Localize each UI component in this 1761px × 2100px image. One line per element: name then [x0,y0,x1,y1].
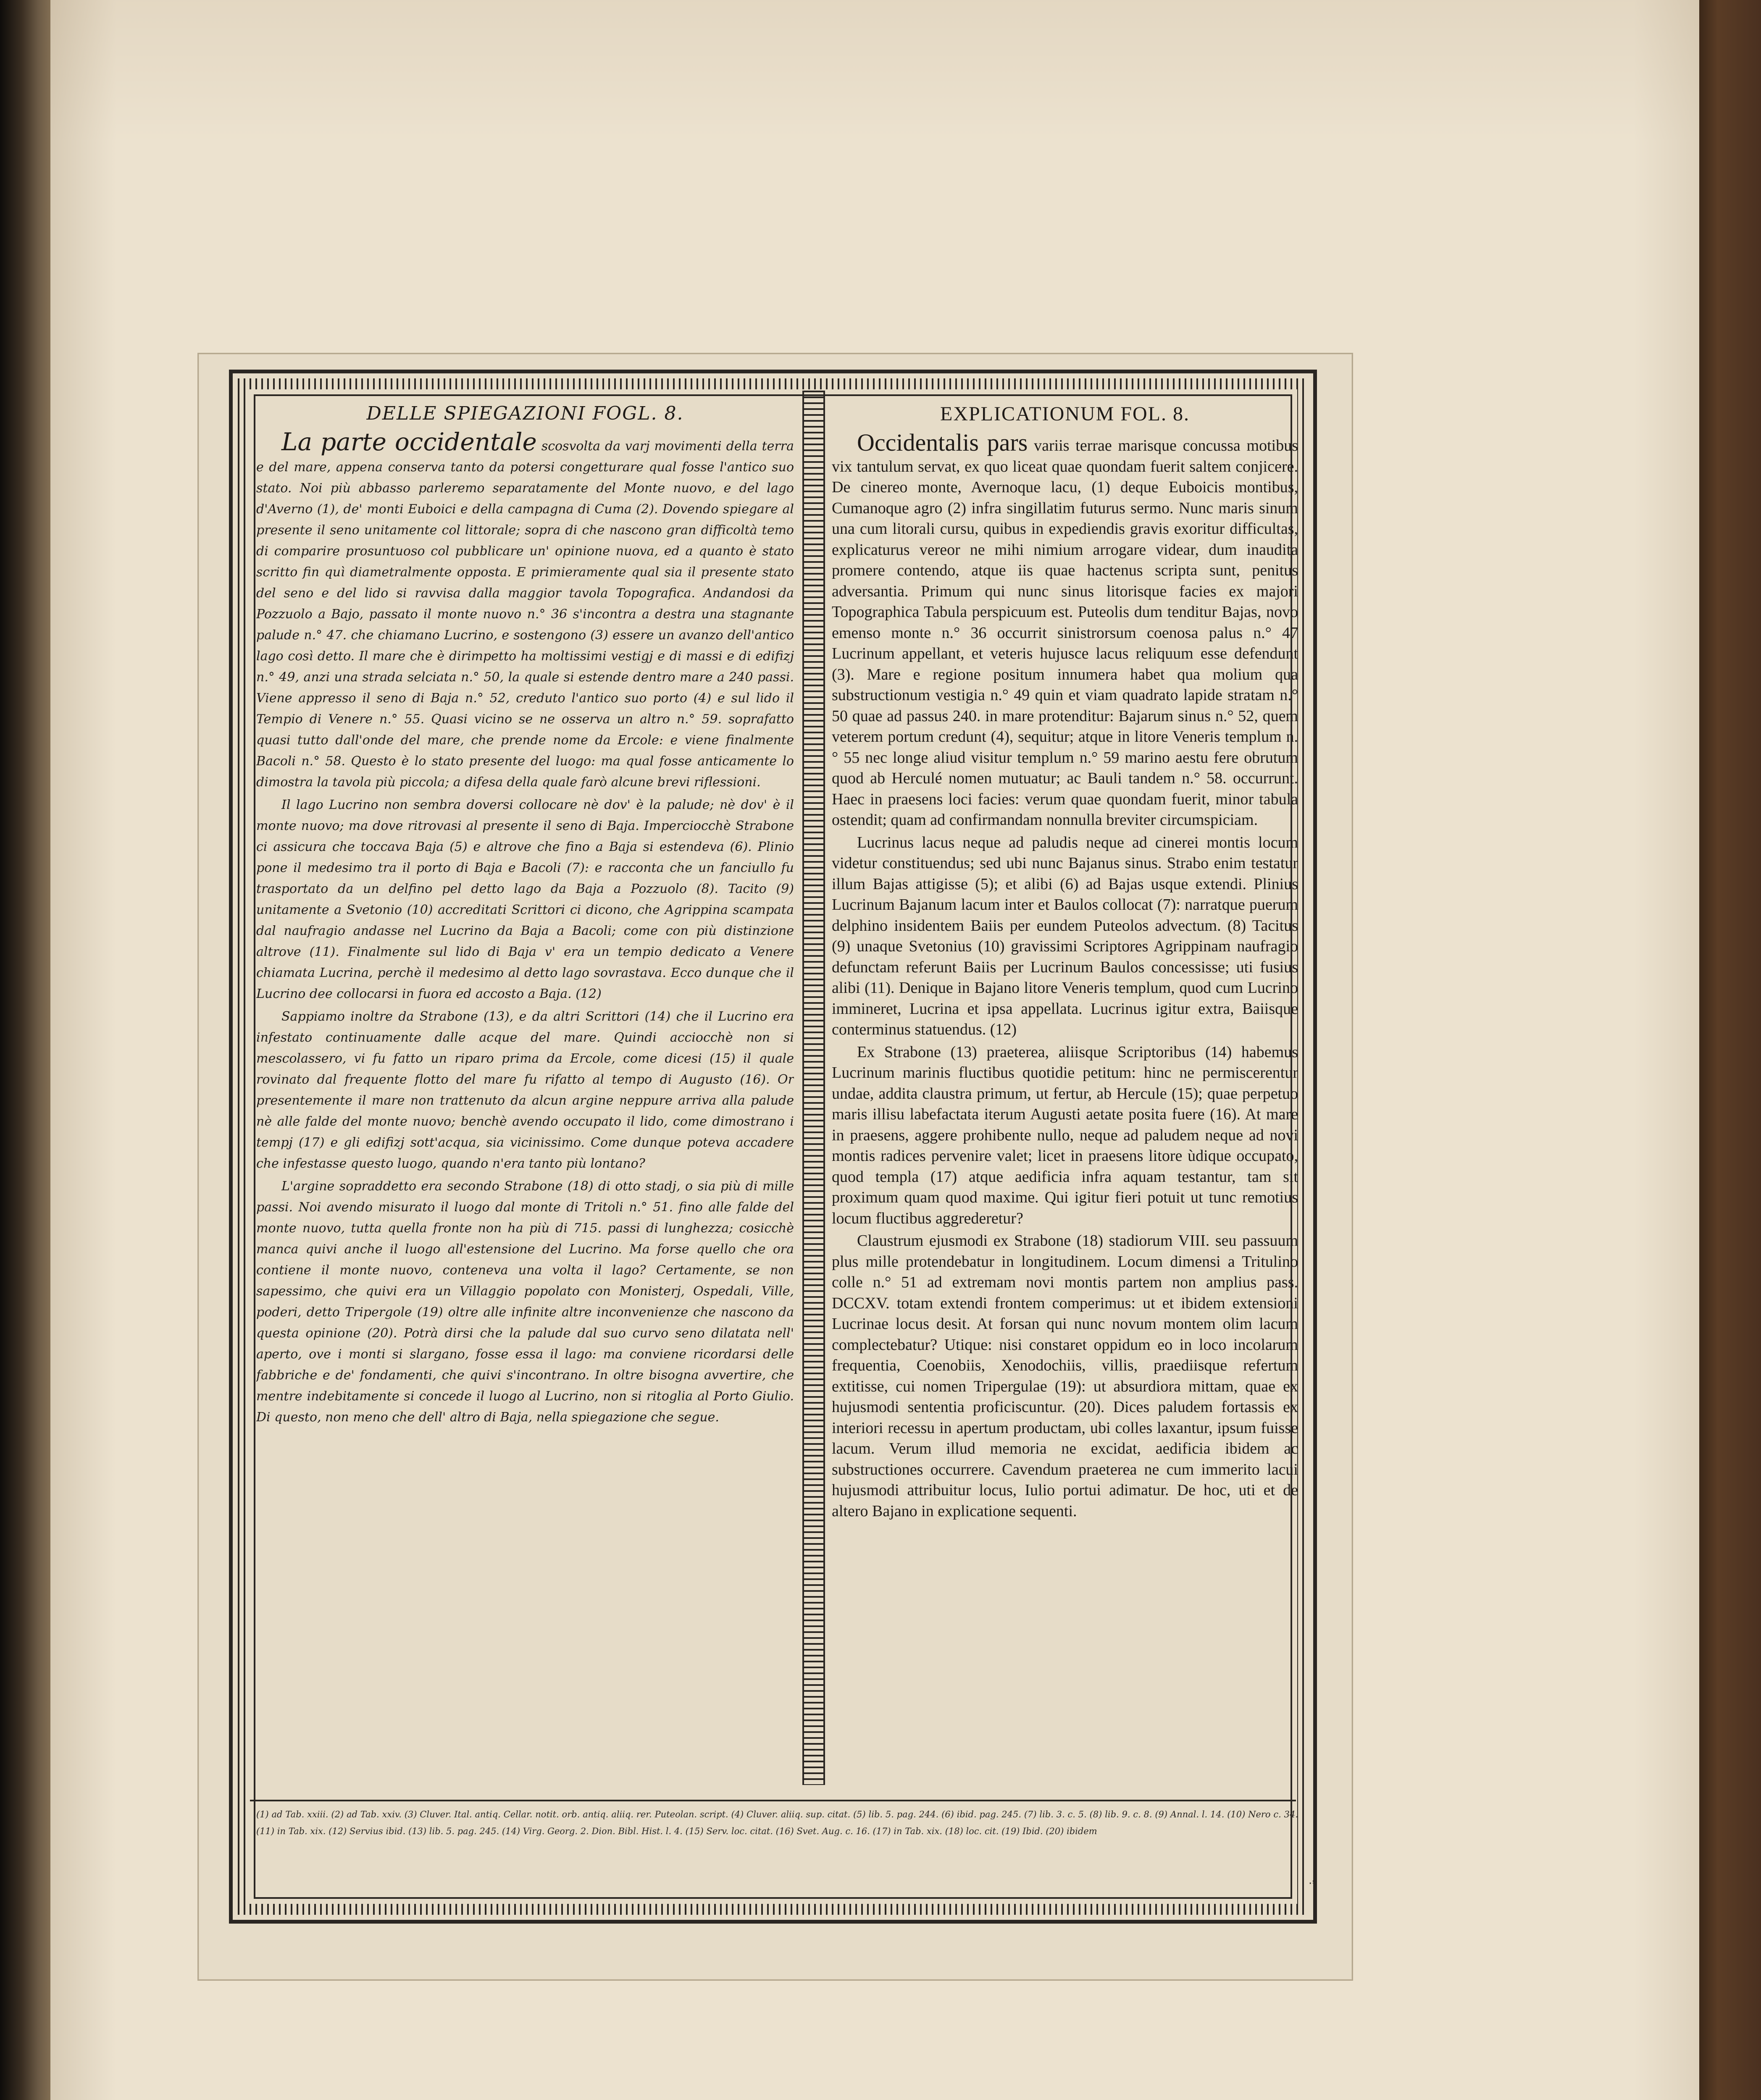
latin-paragraph: Claustrum ejusmodi ex Strabone (18) stadiorum VIII. seu passuum plus mille protendebatur in longitudinem. Locum dimensi a Tritulino colle n.° 51 ad extremam novi montis partem non amplius pass. DCCXV. totam extendi frontem comperimus: ut et ibidem extensioni Lucrinae locus desit. At forsan qui nunc novum montem olim lacum complectebatur? Utique: nisi constaret oppidum eo in loco incolarum frequentia, Coenobiis, Xenodochiis, villis, praediisque refertum extitisse, cui nomen Tripergulae (19): ut absurdiora mittam, quae ex hujusmodi sententia proficiscuntur. (20). Dices paludem fortassis ex interiori recessu in apertum productam, ubi colles laxantur, ipsum fuisse lacum. Verum illud memoria ne excidat, aedificia ibidem ac substructiones occurrere. Cavendum praeterea ne cum immerito lacui hujusmodi attribuitur locus, Iulio portui adimatur. De hoc, uti et de altero Bajano in explicatione sequenti. [832,1232,1298,1520]
latin-paragraph-text: variis terrae marisque concussa motibus vix tantulum servat, ex quo liceat quae quondam fuerit saltem conjicere. De cinereo monte, Avernoque lacu, (1) deque Euboicis montibus, Cumanoque agro (2) infra singillatim futurus sermo. Nunc maris sinum una cum litorali cursu, quibus in expediendis gravis exoritur difficultas, explicaturus vereor ne mihi nimium arrogare videar, dum inaudita promere contendo, atque iis quae hactenus scripta sunt, penitus adversantia. Primum qui nunc sinus litorisque facies ex majori Topographica Tabula perspicuum est. Puteolis dum tenditur Bajas, novo emenso monte n.° 36 occurrit sinistrorsum coenosa palus n.° 47 Lucrinum appellant, et veteris hujusce lacus reliquum esse defendunt (3). Mare e regione positum innumera habet qua molium qua substructionum vestigia n.° 49 quin et viam quadrato lapide stratam n.° 50 quae ad passus 240. in mare protenditur: Bajarum sinus n.° 52, quem veterem portum credunt (4), sequitur; atque in litore Veneris templum n.° 55 nec longe aliud visitur templum n.° 59 marino aestu fere obrutum quod ab Herculé nomen mutuatur; ac Bauli tandem n.° 58. occurrunt. Haec in praesens loci facies: verum quae quondam fuerit, minor tabula ostendit; quam ad confirmandam nonnulla breviter circumspiciam. [832,437,1298,829]
plate-mark-glyph: ·ˢ [1309,1877,1316,1890]
italian-heading: DELLE SPIEGAZIONI FOGL. 8. [366,403,684,424]
italian-paragraph-text: scosvolta da varj movimenti della terra e del mare, appena conserva tanto da potersi congetturare qual fosse l'antico suo stato. Noi più abbasso parleremo separatamente del Monte nuovo, e del lago d'Averno (1), de' monti Euboici e della campagna di Cuma (2). Dovendo spiegare al presente il seno unitamente col littorale; sopra di che nascono gran difficoltà temo di comparire prosuntuoso col pubblicare un' opinione nuova, ed a quanto è stato scritto fin quì diametralmente opposta. E primieramente qual sia il presente stato del seno e del lido si ravvisa dalla maggior tavola Topografica. Andandosi da Pozzuolo a Bajo, passato il monte nuovo n.° 36 s'incontra a destra una stagnante palude n.° 47. che chiamano Lucrino, e sostengono (3) essere un avanzo dell'antico lago così detto. Il mare che è dirimpetto ha moltissimi vestigj e di massi e di edifizj n.° 49, anzi una strada selciata n.° 50, la quale si estende dentro mare a 240 passi. Viene appresso il seno di Baja n.° 52, creduto l'antico suo porto (4) e sul lido il Tempio di Venere n.° 55. Quasi vicino se ne osserva un altro n.° 59. soprafatto quasi tutto dall'onde del mare, che prende nome da Ercole: e viene finalmente Bacoli n.° 58. Questo è lo stato presente del luogo: ma qual fosse anticamente lo dimostra la tavola più piccola; a difesa della quale farò alcune brevi riflessioni. [256,439,794,790]
italian-paragraph [256,428,794,793]
latin-paragraph: Ex Strabone (13) praeterea, aliisque Scriptoribus (14) habemus Lucrinum marinis fluctibus quotidie petitum: hinc ne permiscerentur undae, addita claustra primum, ut fertur, ab Hercule (15); quae perpetuo maris illisu labefactata iterum Augusti aetate posita fuere (16). At mare in praesens, aggere prohibente nullo, neque ad paludem neque ad novi montis radices pervenire valet; licet in praesens litore ùdique occupato, quod templa (17) atque aedificia infra aquam testantur, tam sit proximum quam quod maxime. Qui igitur fieri potuit ut tunc remotius locum fluctibus aggrederetur? [832,1043,1298,1227]
latin-first-words: Occidentalis pars [857,429,1028,456]
italian-paragraph: Il lago Lucrino non sembra doversi collocare nè dov' è la palude; nè dov' è il monte nuovo; ma dove ritrovasi al presente il seno di Baja. Imperciocchè Strabone ci assicura che toccava Baja (5) e altrove che fino a Baja si estendeva (6). Plinio pone il medesimo tra il porto di Baja e Bacoli (7): e racconta che un fanciullo fu trasportato da un delfino pel detto lago da Baja a Pozzuolo (8). Tacito (9) unitamente a Svetonio (10) accreditati Scrittori ci dicono, che Agrippina scampata dal naufragio andasse nel Lucrino da Baja a Bacoli; come con più distinzione altrove (11). Finalmente sul lido di Baja v' era un tempio dedicato a Venere chiamata Lucrina, perchè il medesimo al detto lago sovrastava. Ecco dunque che il Lucrino dee collocarsi in fuora ed accosto a Baja. (12) [256,798,794,1001]
latin-paragraph: Lucrinus lacus neque ad paludis neque ad cinerei montis locum videtur constituendus; sed ubi nunc Bajanus sinus. Strabo enim testatur illum Bajas attigisse (5); et alibi (6) ad Bajas usque extendi. Plinius Lucrinum Bajanum lacum inter et Baulos collocat (7): narratque puerum delphino insidentem Baiis per eundem Puteolos advectum. (8) Tacitus (9) unaque Svetonius (10) gravissimi Scriptores Agrippinam naufragio defunctam referunt Baiis per Lucrinum Baulos concessisse; uti fusius alibi (11). Denique in Bajano litore Veneris templum, quod cum Lucrino immineret, Lucrina et ipsa appellata. Lucrinus igitur extra, Baiisque conterminus statuendus. (12) [832,833,1298,1038]
italian-paragraph: L'argine sopraddetto era secondo Strabone (18) di otto stadj, o sia più di mille passi. Noi avendo misurato il luogo dal monte di Tritoli n.° 51. fino alle falde del monte nuovo, tutta quella fronte non ha più di 715. passi di lunghezza; cosicchè manca quivi anche il luogo all'estensione del Lucrino. Ma forse quello che ora contiene il monte nuovo, conteneva una volta il lago? Certamente, se non sapessimo, che quivi era un Villaggio popolato con Monisterj, Ospedali, Ville, poderi, detto Tripergole (19) oltre alle infinite altre inconvenienze che nascono da questa opinione (20). Potrà dirsi che la palude dal suo curvo seno dilatata nell' aperto, ove i monti si slargano, fosse essa il lago: ma conviene ricordarsi delle fabbriche e de' fondamenti, che quivi s'incontrano. In oltre bisogna avvertire, che mentre indebitamente si concede il luogo al Lucrino, non si ritoglia al Porto Giulio. Di questo, non meno che dell' altro di Baja, nella spiegazione che segue. [256,1179,794,1425]
footnotes: (1) ad Tab. xxiii. (2) ad Tab. xxiv. (3) Cluver. Ital. antiq. Cellar. notit. orb. antiq. aliiq. rer. Puteolan. script. (4) Cluver. aliiq. sup. citat. (5) lib. 5. pag. 244. (6) ibid. pag. 245. (7) lib. 3. c. 5. (8) lib. 9. c. 8. (9) Annal. l. 14. (10) Nero c. 34. (11) in Tab. xix. (12) Servius ibid. (13) lib. 5. pag. 245. (14) Virg. Georg. 2. Dion. Bibl. Hist. l. 4. (15) Serv. loc. citat. (16) Svet. Aug. c. 16. (17) in Tab. xix. (18) loc. cit. (19) Ibid. (20) ibidem [256,1809,1298,1836]
latin-heading: EXPLICATIONUM FOL. 8. [940,403,1190,425]
latin-column [832,401,1298,1791]
italian-paragraph: Sappiamo inoltre da Strabone (13), e da altri Scrittori (14) che il Lucrino era infestato continuamente dalle acque del mare. Quindi acciocchè non si mescolassero, vi fu fatto un riparo prima da Ercole, come dicesi (15) il quale rovinato dal frequente flotto del mare fu rifatto al tempo di Augusto (16). Or presentemente il mare non trattenuto da alcun argine neppure arriva alla palude nè alle falde del monte nuovo; benchè avendo occupato il lido, come dimostrano i tempj (17) e gli edifizj sott'acqua, sia vicinissimo. Come dunque poteva accadere che infestasse questo luogo, quando n'era tanto più lontano? [256,1009,794,1171]
book-board-right [1699,0,1761,2100]
column-divider [802,391,825,1785]
italian-first-words: La parte occidentale [281,428,537,456]
book-binding-left [0,0,55,2100]
footnote-rule [250,1800,1296,1801]
latin-paragraph [832,429,1298,831]
italian-column [256,401,794,1791]
